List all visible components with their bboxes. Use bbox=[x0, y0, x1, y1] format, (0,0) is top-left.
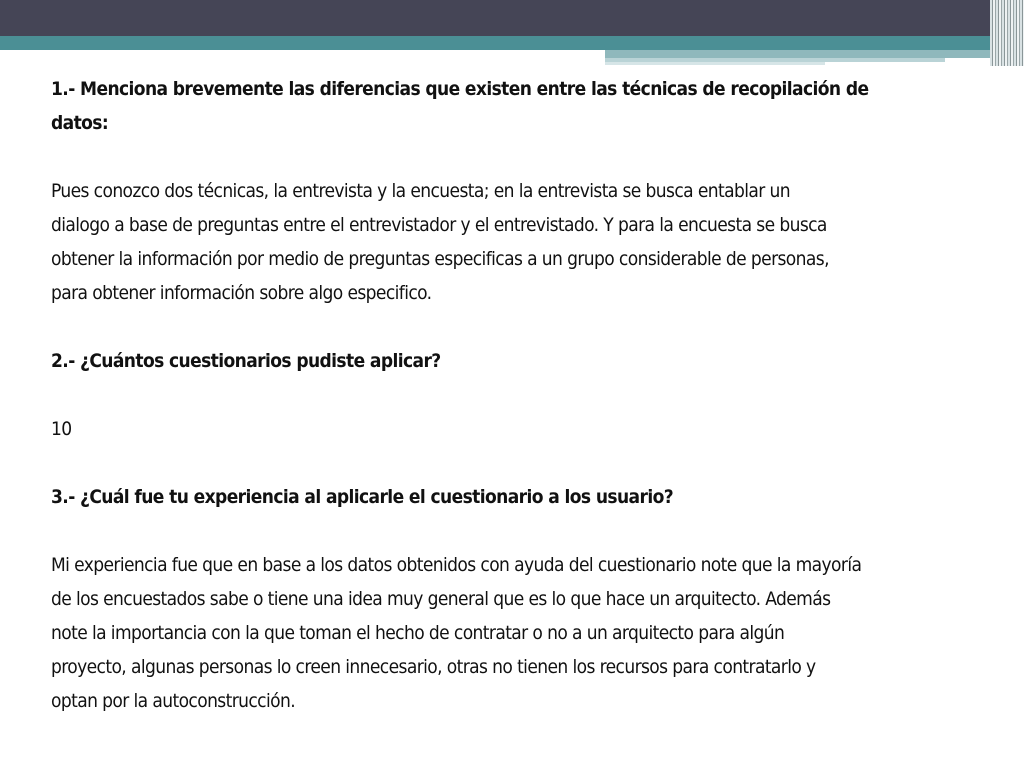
answer-3-line-2: de los encuestados sabe o tiene una idea muy general que es lo que hace un arquitecto. Además bbox=[51, 588, 831, 610]
answer-2-line-1: 10 bbox=[51, 418, 72, 440]
accent-band-lightest bbox=[605, 62, 825, 65]
answer-3-line-5: optan por la autoconstrucción. bbox=[51, 690, 296, 712]
question-1-line-1: 1.- Menciona brevemente las diferencias que existen entre las técnicas de recopilación de bbox=[51, 78, 869, 100]
accent-band bbox=[0, 36, 1024, 50]
header-bar bbox=[0, 0, 1024, 36]
spacer bbox=[51, 310, 961, 344]
question-1-line-2: datos: bbox=[51, 112, 109, 134]
spacer bbox=[51, 514, 961, 548]
accent-band-light bbox=[605, 50, 1024, 58]
answer-3-line-3: note la importancia con la que toman el hecho de contratar o no a un arquitecto para algún bbox=[51, 622, 785, 644]
spacer bbox=[51, 140, 961, 174]
slide-body bbox=[51, 72, 961, 718]
answer-3-line-4: proyecto, algunas personas lo creen innecesario, otras no tienen los recursos para contratarlo y bbox=[51, 656, 816, 678]
spacer bbox=[51, 378, 961, 412]
answer-1-line-4: para obtener información sobre algo especifico. bbox=[51, 282, 432, 304]
spacer bbox=[51, 446, 961, 480]
answer-1-line-2: dialogo a base de preguntas entre el entrevistador y el entrevistado. Y para la encuesta se busca bbox=[51, 214, 827, 236]
answer-1-line-1: Pues conozco dos técnicas, la entrevista y la encuesta; en la entrevista se busca entablar un bbox=[51, 180, 790, 202]
answer-1-line-3: obtener la información por medio de preguntas especificas a un grupo considerable de personas, bbox=[51, 248, 829, 270]
decorative-stripes bbox=[990, 0, 1024, 66]
answer-3-line-1: Mi experiencia fue que en base a los datos obtenidos con ayuda del cuestionario note que la mayoría bbox=[51, 554, 862, 576]
question-2-line-1: 2.- ¿Cuántos cuestionarios pudiste aplicar? bbox=[51, 350, 441, 372]
question-3-line-1: 3.- ¿Cuál fue tu experiencia al aplicarle el cuestionario a los usuario? bbox=[51, 486, 674, 508]
